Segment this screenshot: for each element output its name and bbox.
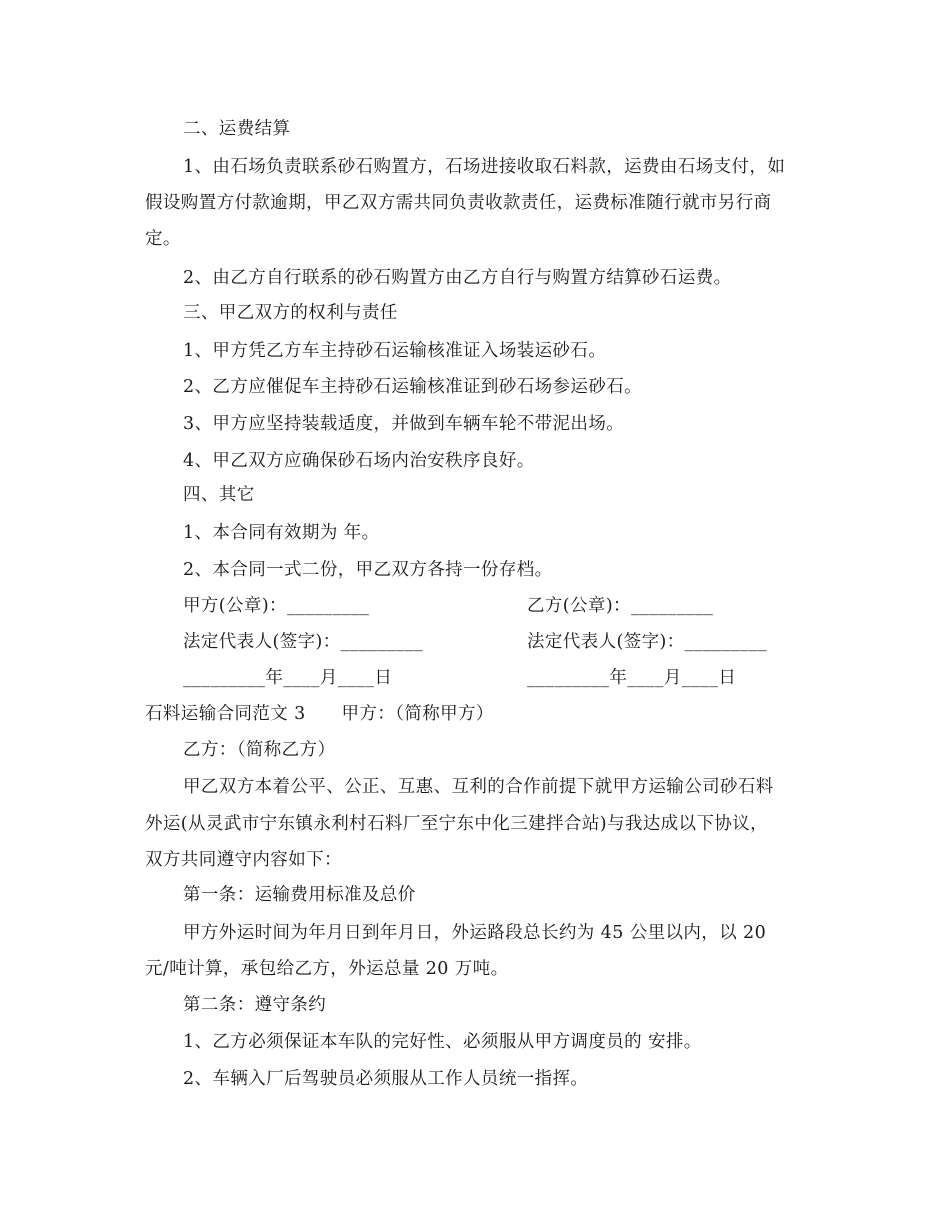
other-clause-1: 1、本合同有效期为 年。: [183, 523, 380, 543]
rights-clause-4: 4、甲乙双方应确保砂石场内治安秩序良好。: [183, 451, 535, 471]
article-1-heading: 第一条：运输费用标准及总价: [183, 885, 416, 905]
party-b-date-field: _________年____月____日: [527, 668, 737, 688]
settlement-clause-1-line-2: 假设购置方付款逾期，甲乙双方需共同负责收款责任，运费标准随行就市另行商: [145, 193, 772, 213]
article-1-line-2: 元/吨计算，承包给乙方，外运总量 20 万吨。: [145, 959, 509, 979]
sample-3-party-b: 乙方：（简称乙方）: [183, 740, 336, 760]
article-2-heading: 第二条：遵守条约: [183, 995, 327, 1015]
sample-3-intro-line-3: 双方共同遵守内容如下：: [145, 850, 342, 870]
section-settlement-heading: 二、运费结算: [183, 119, 291, 139]
section-rights-heading: 三、甲乙双方的权利与责任: [183, 303, 398, 323]
article-1-line-1: 甲方外运时间为年月日到年月日，外运路段总长约为 45 公里以内，以 20: [183, 923, 767, 943]
party-a-date-field: _________年____月____日: [183, 668, 393, 688]
party-a-representative-field: 法定代表人(签字)：_________: [183, 632, 424, 652]
settlement-clause-1-line-1: 1、由石场负责联系砂石购置方，石场进接收取石料款，运费由石场支付，如: [183, 157, 786, 177]
article-2-clause-1: 1、乙方必须保证本车队的完好性、必须服从甲方调度员的 安排。: [183, 1032, 702, 1052]
section-other-heading: 四、其它: [183, 485, 255, 505]
rights-clause-3: 3、甲方应坚持装载适度，并做到车辆车轮不带泥出场。: [183, 414, 625, 434]
sample-3-title-line: 石料运输合同范文 3 甲方：（简称甲方）: [145, 704, 494, 724]
rights-clause-1: 1、甲方凭乙方车主持砂石运输核准证入场装运砂石。: [183, 341, 607, 361]
sample-3-intro-line-2: 外运(从灵武市宁东镇永利村石料厂至宁东中化三建拌合站)与我达成以下协议，: [145, 814, 769, 834]
rights-clause-2: 2、乙方应催促车主持砂石运输核准证到砂石场参运砂石。: [183, 377, 643, 397]
other-clause-2: 2、本合同一式二份，甲乙双方各持一份存档。: [183, 560, 553, 580]
party-a-seal-field: 甲方(公章)：_________: [183, 596, 370, 616]
sample-3-intro-line-1: 甲乙双方本着公平、公正、互惠、互利的合作前提下就甲方运输公司砂石料: [183, 777, 774, 797]
party-b-representative-field: 法定代表人(签字)：_________: [527, 632, 768, 652]
settlement-clause-1-line-3: 定。: [145, 229, 181, 249]
article-2-clause-2: 2、车辆入厂后驾驶员必须服从工作人员统一指挥。: [183, 1069, 589, 1089]
settlement-clause-2: 2、由乙方自行联系的砂石购置方由乙方自行与购置方结算砂石运费。: [183, 268, 732, 288]
party-b-seal-field: 乙方(公章)：_________: [527, 596, 714, 616]
